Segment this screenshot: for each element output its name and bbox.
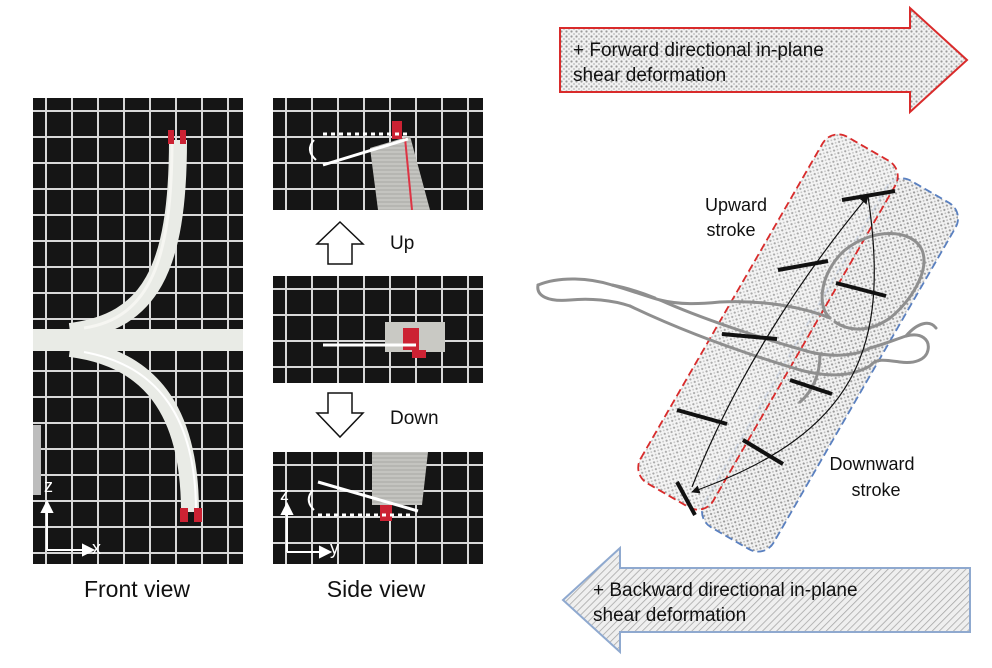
- side-view-photo-neutral: [273, 276, 483, 383]
- side-view-caption: Side view: [326, 576, 426, 602]
- upward-stroke-label-line2: stroke: [706, 220, 756, 240]
- down-arrow-icon: [317, 393, 363, 437]
- side-axis-z-label: z: [280, 484, 289, 504]
- up-label: Up: [390, 233, 415, 254]
- front-axis-z-label: z: [44, 476, 53, 496]
- front-view-caption: Front view: [83, 576, 191, 602]
- side-axis-y-label: y: [330, 538, 339, 558]
- upward-stroke-label-line1: Upward: [704, 195, 768, 215]
- downward-stroke-label-line2: stroke: [851, 480, 901, 500]
- down-label: Down: [390, 408, 439, 429]
- forward-arrow-text-line1: + Forward directional in-plane: [573, 40, 824, 61]
- forward-arrow-text-line2: shear deformation: [573, 65, 727, 86]
- downward-stroke-label-line1: Downward: [829, 454, 915, 474]
- backward-arrow-text-line1: + Backward directional in-plane: [593, 580, 858, 601]
- side-view-photo-up: [273, 98, 483, 210]
- front-view-photo: [33, 98, 243, 564]
- front-axis-x-label: x: [92, 538, 101, 558]
- backward-arrow-text-line2: shear deformation: [593, 605, 747, 626]
- side-view-photo-down: [273, 452, 483, 564]
- up-arrow-icon: [317, 222, 363, 264]
